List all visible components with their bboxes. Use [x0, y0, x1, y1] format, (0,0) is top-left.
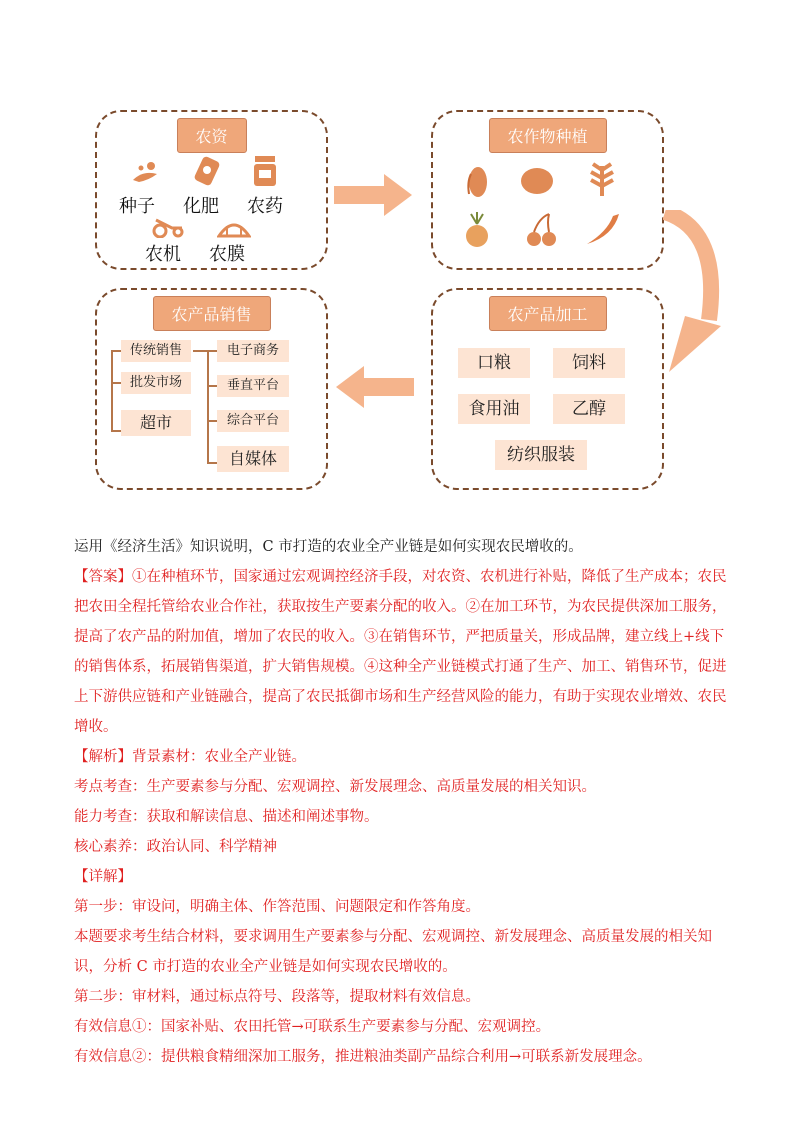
- detail-heading: 【详解】: [74, 869, 132, 885]
- sales-traditional: 传统销售: [121, 340, 191, 362]
- sales-box: [95, 288, 328, 490]
- sales-left-tick: [111, 382, 121, 384]
- sales-connector: [193, 350, 207, 352]
- sales-ecommerce: 电子商务: [217, 340, 289, 362]
- arrow-left: [334, 364, 414, 410]
- processing-title: 农产品加工: [488, 296, 606, 331]
- pineapple-icon: [461, 212, 493, 248]
- wheat-icon: [585, 160, 619, 198]
- industry-chain-diagram: [88, 100, 718, 490]
- step-two: 第二步：审材料，通过标点符号、段落等，提取材料有效信息。: [74, 989, 480, 1005]
- question: 运用《经济生活》知识说明，C 市打造的农业全产业链是如何实现农民增收的。: [74, 539, 583, 555]
- planting-title: 农作物种植: [488, 118, 606, 153]
- processing-box: [431, 288, 664, 490]
- processing-item-textile: 纺织服装: [495, 440, 587, 470]
- sales-right-tick-1: [207, 385, 217, 387]
- pesticide-icon: [252, 154, 278, 188]
- arrow-right: [334, 172, 414, 218]
- curved-arrow-down: [663, 210, 723, 380]
- sales-title: 农产品销售: [152, 296, 270, 331]
- cherry-icon: [525, 212, 557, 248]
- analysis-heading: 【解析】背景素材：农业全产业链。: [74, 749, 306, 765]
- exam-points: 考点考查：生产要素参与分配、宏观调控、新发展理念、高质量发展的相关知识。: [74, 779, 596, 795]
- processing-item-oil: 食用油: [458, 394, 530, 424]
- tractor-icon: [152, 216, 186, 238]
- input-fertilizer-label: 化肥: [183, 196, 219, 217]
- potato-icon: [519, 166, 555, 196]
- sales-self-media: 自媒体: [217, 446, 289, 472]
- answer-section: [74, 562, 734, 1072]
- effective-info-2: 有效信息②：提供粮食精细深加工服务，推进粮油类副产品综合利用→可联系新发展理念。: [74, 1049, 652, 1065]
- input-pesticide-label: 农药: [247, 196, 283, 217]
- answer-paragraph: 【答案】①在种植环节，国家通过宏观调控经济手段，对农资、农机进行补贴，降低了生产成本；农民把农田全程托管给农业合作社，获取按生产要素分配的收入。②在加工环节，为农民提供深加工服务，提高了农产品的附加值，增加了农民的收入。③在销售环节，严把质量关，形成品牌，建立线上+线下的销售体系，拓展销售渠道，扩大销售规模。④这种全产业链模式打通了生产、加工、销售环节，促进上下游供应链和产业链融合，提高了农民抵御市场和生产经营风险的能力，有助于实现农业增效、农民增收。: [74, 569, 727, 735]
- input-film-label: 农膜: [209, 244, 245, 265]
- processing-item-grain: 口粮: [458, 348, 530, 378]
- input-machinery-label: 农机: [145, 244, 181, 265]
- question-text: [74, 532, 734, 562]
- seed-icon: [129, 158, 165, 188]
- inputs-title: 农资: [176, 118, 246, 153]
- core-literacy: 核心素养：政治认同、科学精神: [74, 839, 277, 855]
- processing-item-ethanol: 乙醇: [553, 394, 625, 424]
- inputs-box: [95, 110, 328, 270]
- step-one: 第一步：审设问，明确主体、作答范围、问题限定和作答角度。: [74, 899, 480, 915]
- corn-icon: [465, 164, 491, 200]
- sales-general-platform: 综合平台: [217, 410, 289, 432]
- fertilizer-icon: [192, 154, 222, 188]
- sales-wholesale: 批发市场: [121, 372, 191, 394]
- sales-supermarket: 超市: [121, 410, 191, 436]
- film-greenhouse-icon: [217, 216, 251, 238]
- input-seed-label: 种子: [119, 196, 155, 217]
- planting-box: [431, 110, 664, 270]
- step-one-detail: 本题要求考生结合材料，要求调用生产要素参与分配、宏观调控、新发展理念、高质量发展的相关知识，分析 C 市打造的农业全产业链是如何实现农民增收的。: [74, 929, 712, 975]
- processing-item-feed: 饲料: [553, 348, 625, 378]
- effective-info-1: 有效信息①：国家补贴、农田托管→可联系生产要素参与分配、宏观调控。: [74, 1019, 551, 1035]
- sales-right-tick-2: [207, 420, 217, 422]
- ability-points: 能力考查：获取和解读信息、描述和阐述事物。: [74, 809, 379, 825]
- sales-vertical-platform: 垂直平台: [217, 375, 289, 397]
- chili-icon: [583, 210, 623, 248]
